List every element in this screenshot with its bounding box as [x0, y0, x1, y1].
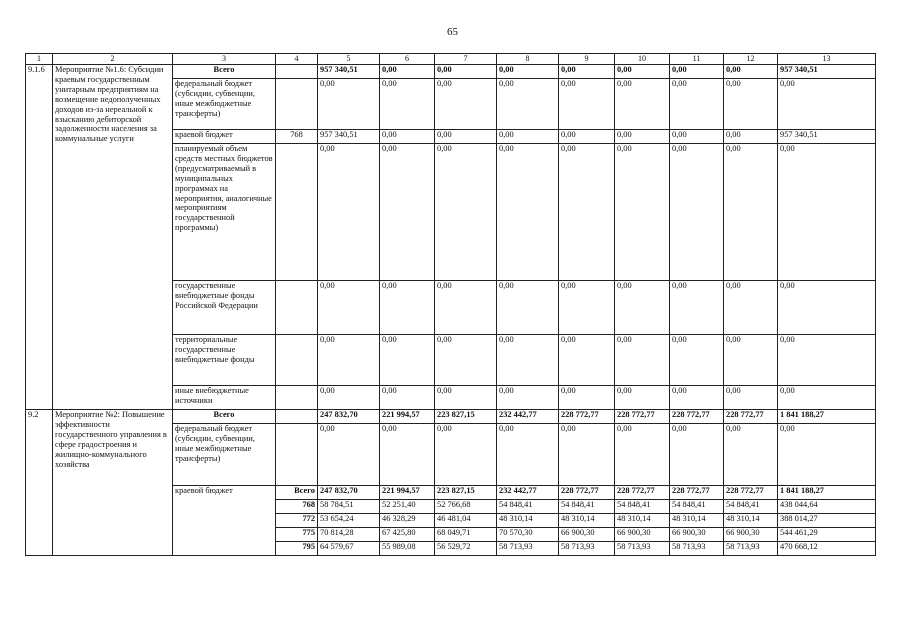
amount-cell: 66 900,30: [615, 528, 670, 542]
amount-cell: 0,00: [559, 144, 615, 281]
budget-code: 772: [276, 514, 318, 528]
column-number: 11: [670, 54, 724, 65]
column-number: 8: [497, 54, 559, 65]
funding-source: Всего: [173, 410, 276, 424]
amount-cell: 68 049,71: [435, 528, 497, 542]
column-number: 1: [26, 54, 53, 65]
amount-cell: 223 827,15: [435, 410, 497, 424]
amount-cell: 46 328,29: [380, 514, 435, 528]
funding-source: государственные внебюджетные фонды Российской Федерации: [173, 281, 276, 335]
amount-cell: 957 340,51: [318, 65, 380, 79]
amount-cell: 0,00: [497, 144, 559, 281]
amount-cell: 58 713,93: [497, 542, 559, 556]
amount-cell: 228 772,77: [615, 486, 670, 500]
amount-cell: 54 848,41: [670, 500, 724, 514]
amount-cell: 0,00: [380, 424, 435, 486]
amount-cell: 52 766,68: [435, 500, 497, 514]
amount-cell: 0,00: [497, 386, 559, 410]
measure-title: Мероприятие №2: Повышение эффективности государственного управления в сфере градостроения и жилищно-коммунального хозяйства: [53, 410, 173, 556]
amount-cell: 232 442,77: [497, 486, 559, 500]
amount-cell: 0,00: [724, 144, 778, 281]
table-row: [26, 410, 876, 424]
amount-cell: 221 994,57: [380, 486, 435, 500]
funding-source: краевой бюджет: [173, 130, 276, 144]
amount-cell: 0,00: [318, 424, 380, 486]
amount-cell: 48 310,14: [724, 514, 778, 528]
budget-code: [276, 410, 318, 424]
amount-cell: 0,00: [559, 335, 615, 386]
amount-cell: 0,00: [435, 79, 497, 130]
amount-cell: 48 310,14: [615, 514, 670, 528]
amount-cell: 0,00: [559, 65, 615, 79]
amount-cell: 0,00: [380, 335, 435, 386]
column-number: 2: [53, 54, 173, 65]
amount-cell: 247 832,70: [318, 410, 380, 424]
funding-source: краевой бюджет: [173, 486, 276, 556]
funding-source: Всего: [173, 65, 276, 79]
amount-cell: 1 841 188,27: [778, 486, 876, 500]
amount-cell: 247 832,70: [318, 486, 380, 500]
amount-cell: 232 442,77: [497, 410, 559, 424]
amount-cell: 0,00: [435, 65, 497, 79]
amount-cell: 0,00: [318, 144, 380, 281]
amount-cell: 0,00: [497, 424, 559, 486]
amount-cell: 0,00: [724, 79, 778, 130]
amount-cell: 54 848,41: [559, 500, 615, 514]
budget-code: [276, 65, 318, 79]
amount-cell: 957 340,51: [778, 130, 876, 144]
amount-cell: 221 994,57: [380, 410, 435, 424]
amount-cell: 64 579,67: [318, 542, 380, 556]
amount-cell: 0,00: [380, 65, 435, 79]
amount-cell: 46 481,04: [435, 514, 497, 528]
amount-cell: 53 654,24: [318, 514, 380, 528]
amount-cell: 0,00: [670, 130, 724, 144]
amount-cell: 0,00: [615, 144, 670, 281]
amount-cell: 0,00: [724, 281, 778, 335]
budget-code: [276, 144, 318, 281]
amount-cell: 0,00: [318, 335, 380, 386]
amount-cell: 0,00: [435, 130, 497, 144]
amount-cell: 228 772,77: [559, 410, 615, 424]
amount-cell: 0,00: [380, 281, 435, 335]
amount-cell: 0,00: [435, 144, 497, 281]
measure-title: Мероприятие №1.6: Субсидии краевым государственным унитарным предприятиям на возмещение недополученных доходов из-за нереальной к взысканию дебиторской задолженности населения за коммунальные услуги: [53, 65, 173, 410]
amount-cell: 54 848,41: [497, 500, 559, 514]
amount-cell: 0,00: [670, 424, 724, 486]
amount-cell: 0,00: [559, 386, 615, 410]
amount-cell: 0,00: [778, 424, 876, 486]
amount-cell: 55 989,08: [380, 542, 435, 556]
amount-cell: 0,00: [318, 281, 380, 335]
amount-cell: 0,00: [724, 386, 778, 410]
amount-cell: 0,00: [615, 79, 670, 130]
amount-cell: 52 251,40: [380, 500, 435, 514]
amount-cell: 957 340,51: [778, 65, 876, 79]
column-number: 10: [615, 54, 670, 65]
budget-table: [25, 53, 876, 556]
amount-cell: 58 784,51: [318, 500, 380, 514]
budget-code: 768: [276, 130, 318, 144]
amount-cell: 0,00: [615, 386, 670, 410]
amount-cell: 0,00: [497, 130, 559, 144]
budget-code: [276, 386, 318, 410]
amount-cell: 0,00: [435, 281, 497, 335]
amount-cell: 0,00: [615, 281, 670, 335]
amount-cell: 0,00: [778, 281, 876, 335]
column-number-row: [26, 54, 876, 65]
amount-cell: 0,00: [497, 79, 559, 130]
column-number: 3: [173, 54, 276, 65]
amount-cell: 0,00: [615, 130, 670, 144]
amount-cell: 228 772,77: [724, 486, 778, 500]
amount-cell: 54 848,41: [615, 500, 670, 514]
amount-cell: 67 425,80: [380, 528, 435, 542]
amount-cell: 228 772,77: [724, 410, 778, 424]
amount-cell: 0,00: [435, 424, 497, 486]
amount-cell: 0,00: [724, 65, 778, 79]
amount-cell: 388 014,27: [778, 514, 876, 528]
measure-code: 9.1.6: [26, 65, 53, 410]
amount-cell: 58 713,93: [670, 542, 724, 556]
budget-code: Всего: [276, 486, 318, 500]
amount-cell: 0,00: [318, 386, 380, 410]
amount-cell: 0,00: [724, 424, 778, 486]
amount-cell: 228 772,77: [670, 486, 724, 500]
column-number: 12: [724, 54, 778, 65]
amount-cell: 438 044,64: [778, 500, 876, 514]
amount-cell: 54 848,41: [724, 500, 778, 514]
amount-cell: 58 713,93: [559, 542, 615, 556]
amount-cell: 66 900,30: [559, 528, 615, 542]
amount-cell: 0,00: [670, 79, 724, 130]
amount-cell: 0,00: [559, 130, 615, 144]
budget-code: 768: [276, 500, 318, 514]
amount-cell: 48 310,14: [670, 514, 724, 528]
amount-cell: 228 772,77: [670, 410, 724, 424]
amount-cell: 0,00: [670, 335, 724, 386]
amount-cell: 0,00: [435, 335, 497, 386]
amount-cell: 228 772,77: [615, 410, 670, 424]
column-number: 7: [435, 54, 497, 65]
amount-cell: 58 713,93: [615, 542, 670, 556]
amount-cell: 0,00: [497, 65, 559, 79]
amount-cell: 0,00: [670, 144, 724, 281]
amount-cell: 66 900,30: [724, 528, 778, 542]
amount-cell: 56 529,72: [435, 542, 497, 556]
amount-cell: 470 668,12: [778, 542, 876, 556]
column-number: 5: [318, 54, 380, 65]
amount-cell: 1 841 188,27: [778, 410, 876, 424]
amount-cell: 0,00: [559, 281, 615, 335]
budget-code: 775: [276, 528, 318, 542]
column-number: 4: [276, 54, 318, 65]
amount-cell: 957 340,51: [318, 130, 380, 144]
funding-source: федеральный бюджет (субсидии, субвенции, иные межбюджетные трансферты): [173, 424, 276, 486]
measure-code: 9.2: [26, 410, 53, 556]
amount-cell: 48 310,14: [497, 514, 559, 528]
amount-cell: 0,00: [670, 281, 724, 335]
amount-cell: 544 461,29: [778, 528, 876, 542]
column-number: 9: [559, 54, 615, 65]
budget-code: [276, 424, 318, 486]
column-number: 13: [778, 54, 876, 65]
amount-cell: 0,00: [380, 130, 435, 144]
amount-cell: 0,00: [497, 281, 559, 335]
amount-cell: 0,00: [497, 335, 559, 386]
amount-cell: 0,00: [615, 65, 670, 79]
amount-cell: 0,00: [559, 424, 615, 486]
amount-cell: 0,00: [380, 144, 435, 281]
budget-code: [276, 79, 318, 130]
amount-cell: 228 772,77: [559, 486, 615, 500]
funding-source: иные внебюджетные источники: [173, 386, 276, 410]
amount-cell: 223 827,15: [435, 486, 497, 500]
amount-cell: 0,00: [778, 335, 876, 386]
amount-cell: 0,00: [724, 335, 778, 386]
amount-cell: 70 570,30: [497, 528, 559, 542]
budget-code: [276, 281, 318, 335]
amount-cell: 0,00: [724, 130, 778, 144]
amount-cell: 0,00: [318, 79, 380, 130]
amount-cell: 48 310,14: [559, 514, 615, 528]
amount-cell: 0,00: [380, 386, 435, 410]
funding-source: территориальные государственные внебюджетные фонды: [173, 335, 276, 386]
amount-cell: 0,00: [670, 65, 724, 79]
amount-cell: 0,00: [435, 386, 497, 410]
funding-source: планируемый объем средств местных бюджетов (предусматриваемый в муниципальных программах на мероприятия, аналогичные мероприятиям государственной программы): [173, 144, 276, 281]
budget-code: [276, 335, 318, 386]
amount-cell: 0,00: [615, 424, 670, 486]
amount-cell: 66 900,30: [670, 528, 724, 542]
amount-cell: 0,00: [778, 144, 876, 281]
amount-cell: 0,00: [778, 79, 876, 130]
amount-cell: 0,00: [380, 79, 435, 130]
amount-cell: 0,00: [615, 335, 670, 386]
amount-cell: 0,00: [670, 386, 724, 410]
table-row: [26, 65, 876, 79]
page-number: 65: [447, 26, 458, 38]
amount-cell: 0,00: [559, 79, 615, 130]
column-number: 6: [380, 54, 435, 65]
budget-code: 795: [276, 542, 318, 556]
amount-cell: 0,00: [778, 386, 876, 410]
amount-cell: 70 814,28: [318, 528, 380, 542]
funding-source: федеральный бюджет (субсидии, субвенции, иные межбюджетные трансферты): [173, 79, 276, 130]
amount-cell: 58 713,93: [724, 542, 778, 556]
